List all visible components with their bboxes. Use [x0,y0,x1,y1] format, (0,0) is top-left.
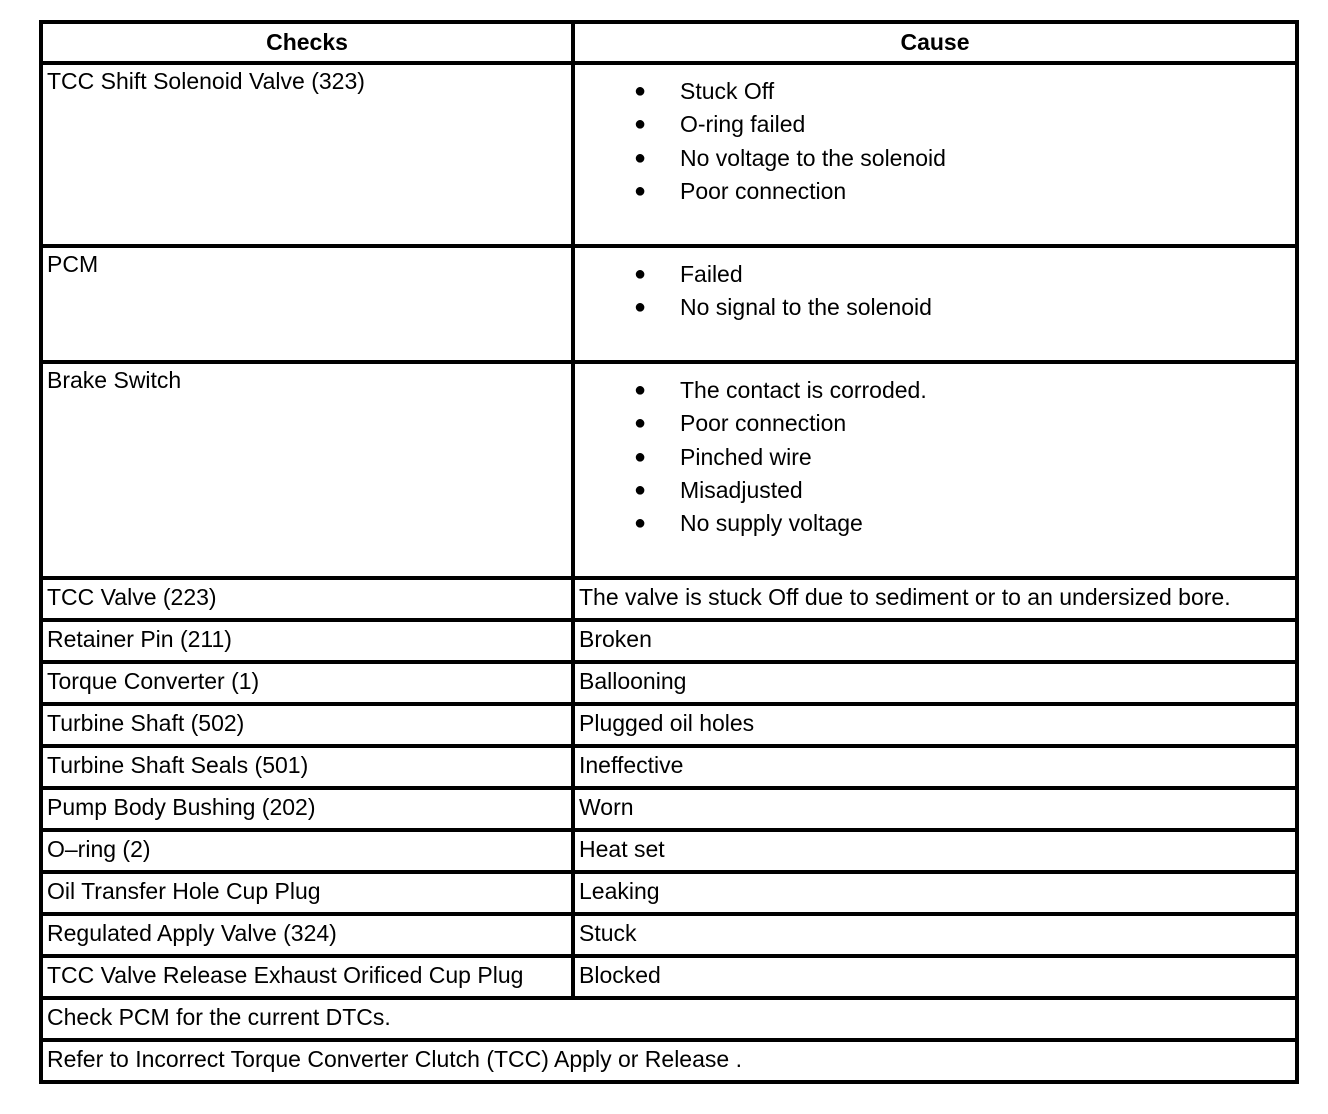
cause-list-item [579,374,1291,407]
cause-text: No signal to the solenoid [680,294,932,321]
cause-text: Pinched wire [680,443,812,470]
cause-header: Cause [573,22,1297,63]
bullet-icon: ● [634,263,647,285]
cause-text: Stuck Off [680,78,775,104]
cause-text: Poor connection [680,410,847,437]
table-row [41,704,1297,746]
cause-list-item [579,75,1291,108]
table-row [41,872,1297,914]
footer-row [41,998,1297,1040]
reference-note: Refer to Incorrect Torque Converter Clutch (TCC) Apply or Release . [41,1040,1297,1082]
cause-text: O-ring failed [680,111,806,138]
check-cell: Retainer Pin (211) [41,620,573,662]
cause-text: No supply voltage [680,510,863,537]
cause-cell: Broken [573,620,1297,662]
check-cell: Torque Converter (1) [41,662,573,704]
check-cell: TCC Valve (223) [41,578,573,620]
cause-list-item [579,407,1291,440]
cause-cell: Blocked [573,956,1297,998]
bullet-icon: ● [634,445,647,468]
cause-list [579,258,1291,325]
table-row [41,578,1297,620]
bullet-icon: ● [634,146,647,169]
table-row [41,956,1297,998]
cause-cell: Stuck [573,914,1297,956]
cause-text: Misadjusted [680,476,803,503]
cause-list [579,374,1291,540]
check-cell: TCC Valve Release Exhaust Orificed Cup Plug [41,956,573,998]
bullet-icon: ● [634,412,647,435]
check-cell: Oil Transfer Hole Cup Plug [41,872,573,914]
table-row [41,63,1297,246]
cause-list-item [579,441,1291,474]
check-cell: PCM [41,246,573,362]
cause-cell: Heat set [573,830,1297,872]
table-row [41,830,1297,872]
table-row [41,746,1297,788]
cause-list-item [579,507,1291,540]
cause-cell: Ballooning [573,662,1297,704]
cause-cell: Plugged oil holes [573,704,1297,746]
cause-list-item [579,142,1291,175]
cause-text: Failed [680,261,743,287]
checks-header: Checks [41,22,573,63]
bullet-icon: ● [634,113,647,136]
cause-list [579,75,1291,208]
bullet-icon: ● [634,179,647,202]
cause-cell [573,246,1297,362]
cause-cell: Worn [573,788,1297,830]
table-row [41,788,1297,830]
cause-list-item [579,291,1291,324]
table-row [41,662,1297,704]
table-row [41,362,1297,578]
table-row [41,246,1297,362]
cause-cell [573,63,1297,246]
cause-list-item [579,474,1291,507]
cause-list-item [579,258,1291,291]
cause-cell: Leaking [573,872,1297,914]
bullet-icon: ● [634,478,647,501]
bullet-icon: ● [634,296,647,319]
check-cell: O–ring (2) [41,830,573,872]
check-cell: Turbine Shaft Seals (501) [41,746,573,788]
footer-row [41,1040,1297,1082]
bullet-icon: ● [634,512,647,535]
bullet-icon: ● [634,379,647,401]
header-row [41,22,1297,63]
bullet-icon: ● [634,80,647,102]
check-cell: TCC Shift Solenoid Valve (323) [41,63,573,246]
diagnostic-table [39,20,1299,1084]
dtc-note: Check PCM for the current DTCs. [41,998,1297,1040]
table-row [41,620,1297,662]
check-cell: Regulated Apply Valve (324) [41,914,573,956]
check-cell: Brake Switch [41,362,573,578]
cause-text: Poor connection [680,177,847,204]
cause-cell [573,362,1297,578]
table-row [41,914,1297,956]
check-cell: Turbine Shaft (502) [41,704,573,746]
cause-cell: The valve is stuck Off due to sediment or to an undersized bore. [573,578,1297,620]
cause-text: No voltage to the solenoid [680,144,946,171]
check-cell: Pump Body Bushing (202) [41,788,573,830]
cause-text: The contact is corroded. [680,377,927,403]
cause-cell: Ineffective [573,746,1297,788]
cause-list-item [579,108,1291,141]
cause-list-item [579,175,1291,208]
